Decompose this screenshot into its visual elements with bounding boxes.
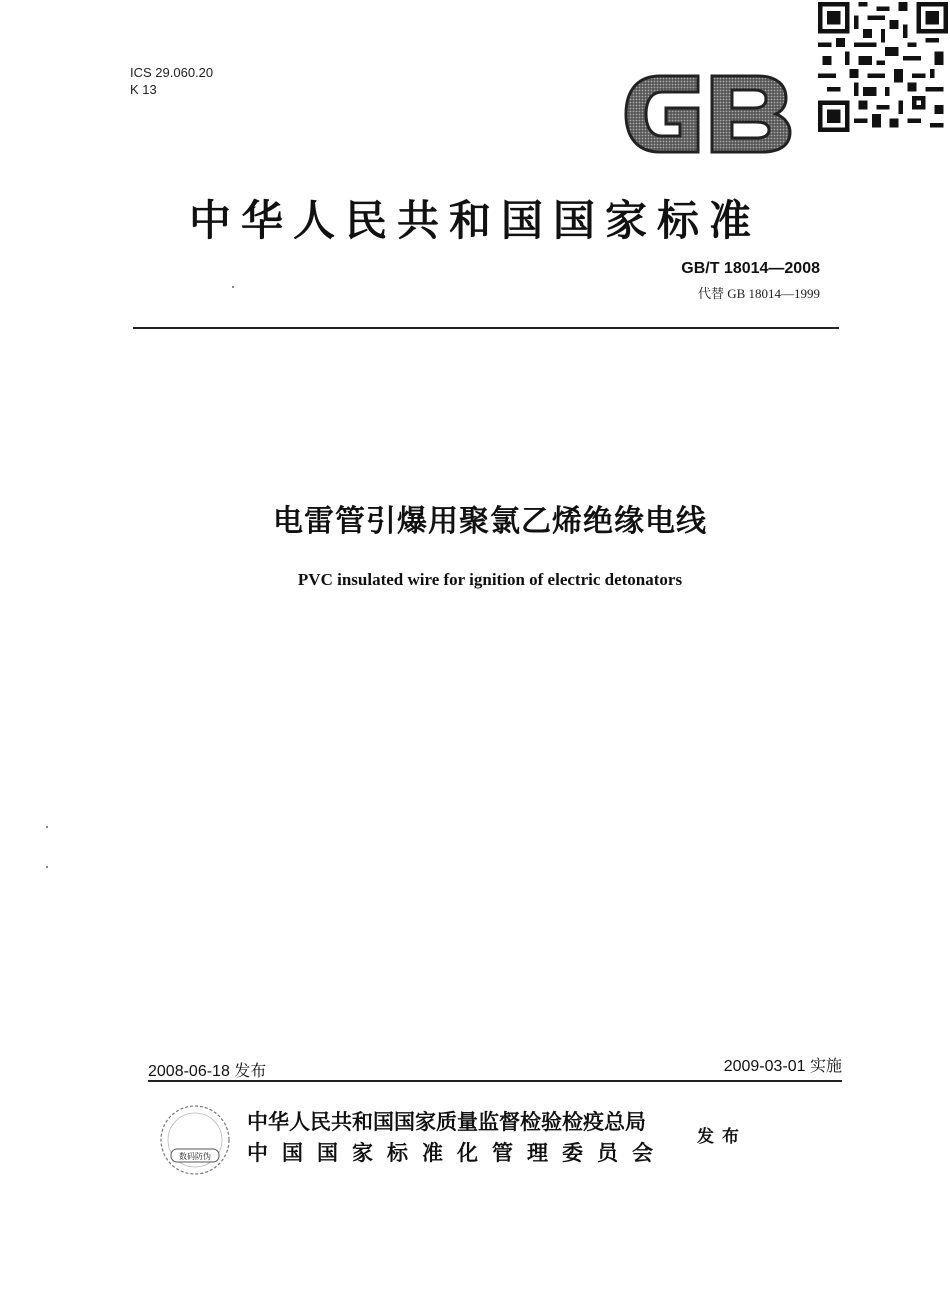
national-standard-title: 中华人民共和国国家标准 xyxy=(188,196,761,245)
implementation-date: 2009-03-01 实施 xyxy=(723,1058,842,1075)
standard-number: GB/T 18014—2008 xyxy=(681,260,820,277)
ics-block xyxy=(130,64,213,98)
header-divider xyxy=(133,327,839,329)
gb-logo-icon xyxy=(620,68,795,160)
document-title-cn: 电雷管引爆用聚氯乙烯绝缘电线 xyxy=(273,504,707,539)
stamp-text: 数码防伪 xyxy=(179,1152,211,1161)
issuer-line-1: 中华人民共和国国家质量监督检验检疫总局 xyxy=(247,1109,646,1134)
scan-speck xyxy=(46,826,48,828)
document-title-en: PVC insulated wire for ignition of electric detonators xyxy=(297,570,683,589)
category-code: K 13 xyxy=(130,82,157,97)
replaces-standard: 代替 GB 18014—1999 xyxy=(697,286,820,301)
issuer-line-2: 中国国家标准化管理委员会 xyxy=(247,1140,667,1165)
publish-label: 发布 xyxy=(697,1127,747,1147)
scan-speck xyxy=(232,286,234,288)
anti-counterfeit-seal-icon xyxy=(158,1103,232,1177)
scan-speck xyxy=(46,866,48,868)
issue-date: 2008-06-18 发布 xyxy=(148,1063,267,1080)
ics-code: ICS 29.060.20 xyxy=(130,65,214,80)
footer-divider xyxy=(148,1080,842,1082)
qr-code-icon xyxy=(818,2,948,132)
